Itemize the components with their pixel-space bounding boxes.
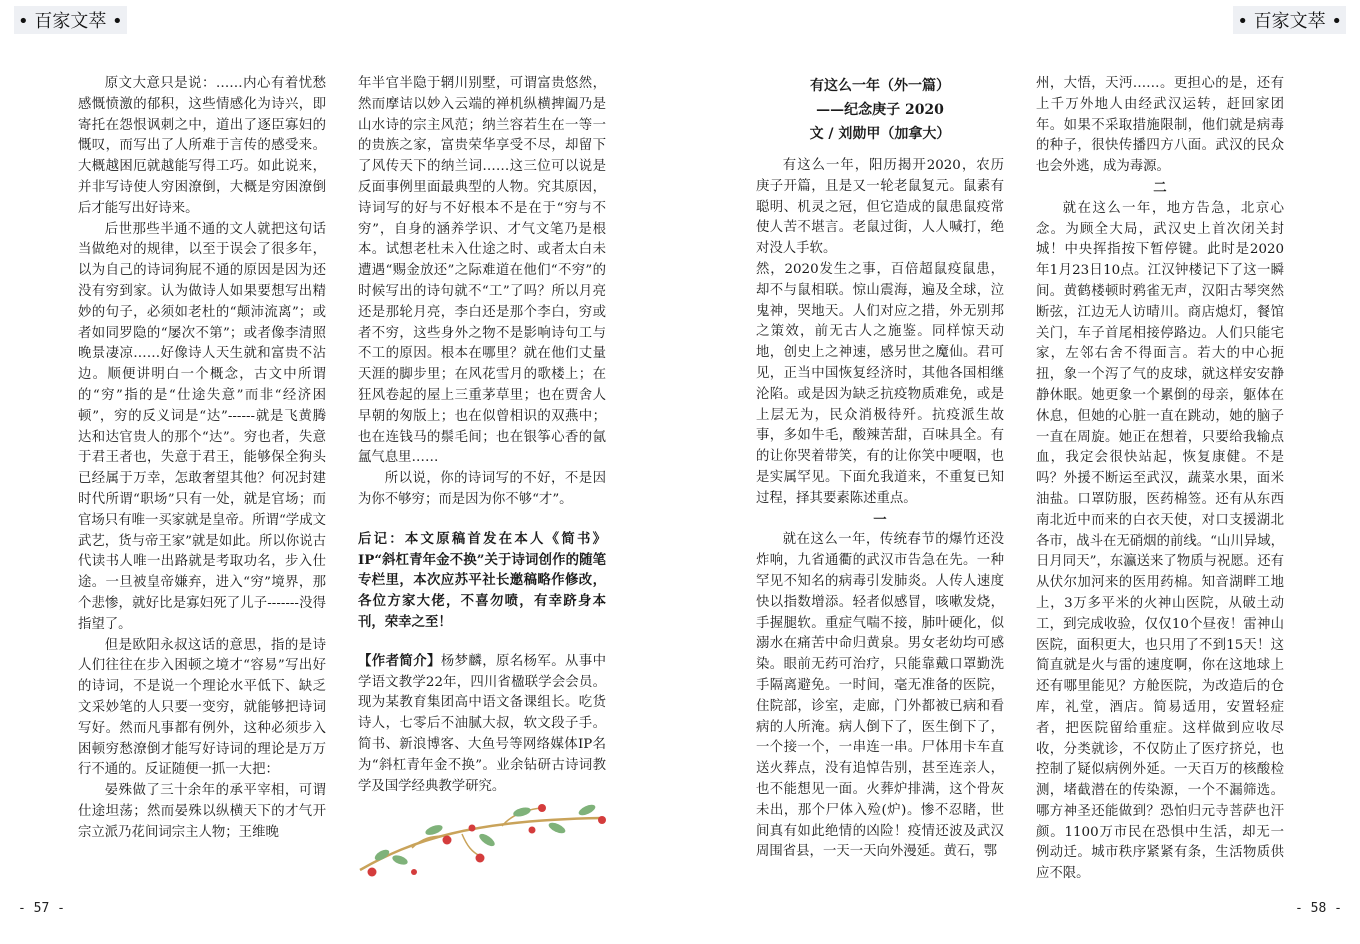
- section-number: 二: [1153, 179, 1167, 196]
- paragraph: 原文大意只是说：……内心有着忧愁感慨愤激的郁积，这些情感化为诗兴，即寄托在怨恨讽刺之中，道出了逐臣寡妇的慨叹，而写出了人所难于言传的感受来。大概越困厄就越能写得工巧。如此说来，并非写诗使人穷困潦倒，大概是穷困潦倒后才能写出好诗来。: [78, 76, 326, 216]
- article-title: 有这么一年（外一篇）: [810, 78, 950, 94]
- paragraph: 晏殊做了三十余年的承平宰相，可谓仕途坦荡；然而晏殊以纵横天下的才气开宗立派乃花间词宗主人物；王维晚: [78, 783, 326, 840]
- author-intro: [358, 651, 606, 798]
- postscript: 后记：本文原稿首发在本人《简书》IP“斜杠青年金不换”关于诗词创作的随笔专栏里，本次应苏平社长邀稿略作修改，各位方家大佬，不喜勿喷，有幸跻身本刊，荣幸之至！: [358, 530, 606, 630]
- section-number: 一: [873, 511, 887, 528]
- page-number-left: - 57 -: [18, 901, 65, 916]
- article-byline: 文 / 刘勋甲（加拿大）: [809, 126, 951, 142]
- header-right: • 百家文萃 •: [1233, 6, 1346, 34]
- article-subtitle: ——纪念庚子 2020: [816, 102, 944, 118]
- left-page-column-1: [78, 74, 326, 843]
- paragraph: 州，大悟，天沔……。更担心的是，还有上千万外地人由经武汉运转，赶回家团年。如果不采取措施限制，他们就是病毒的种子，很快传播四方八面。武汉的民众也会外逃，成为毒源。: [1036, 76, 1284, 175]
- paragraph: 然，2020发生之事，百倍超鼠疫鼠患，却不与鼠相联。惊山震海，遍及全球，泣鬼神，哭地天。人们对应之措，外无别邦之策效，前无古人之施鉴。同样惊天动地，创史上之神速，感另世之魔仙。君可见，正当中国恢复经济时，其他各国相继沦陷。或是因为缺乏抗疫物质难免，或是上层无为，民众消极待歼。抗疫派生故事，多如牛毛，酸辣苦甜，百味具全。有的让你哭着带笑，有的让你笑中哽咽，也是实属罕见。下面允我道来，不重复已知过程，择其要素陈述重点。: [756, 261, 1004, 506]
- right-page-column-1: [756, 74, 1004, 863]
- paragraph: 就在这么一年，传统春节的爆竹还没炸响，九省通衢的武汉市告急在先。一种罕见不知名的病毒引发肺炎。人传人速度快以指数增添。轻者似感冒，咳嗽发烧，手握腿软。重症气喘不接，肺叶硬化，似溺水在痛苦中命归黄泉。男女老幼均可感染。眼前无药可治疗，只能靠戴口罩勤洗手隔离避免。一时间，毫无准备的医院，住院部，诊室，走廊，门外都被已病和看病的人所淹。病人倒下了，医生倒下了，一个接一个，一串连一串。尸体用卡车直送火葬点，没有追悼告别，甚至连亲人，也不能想见一面。火葬炉排满，这个骨灰未出，那个尸体入殓(炉)。惨不忍睹，世间真有如此绝情的凶险！疫情还波及武汉周围省县，一天一天向外漫延。黄石，鄂: [756, 532, 1004, 860]
- paragraph: 就在这么一年，地方告急，北京心念。为顾全大局，武汉史上首次闭关封城！中央挥指按下暂停键。此时是2020年1月23日10点。江汉钟楼记下了这一瞬间。黄鹤楼顿时鸦雀无声，汉阳古琴突然断弦，江边无人访晴川。商店熄灯，餐馆关门，车子首尾相接停路边。人们只能宅家，左邻右舍不得面言。若大的中心扼扭，象一个泻了气的皮球，就这样安安静静休眠。她更象一个累倒的母亲，躯体在休息，但她的心脏一直在跳动，她的脑子一直在周旋。她正在想着，只要给我输点血，我定会很快站起，恢复康健。不是吗？外援不断运至武汉，蔬菜水果，面米油盐。口罩防服，医药棉签。还有从东西南北近中而来的白衣天使，对口支援湖北各市，战斗在无硝烟的前线。“山川异域，日月同天”，东瀛送来了物质与祝愿。还有从伏尔加河来的医用药棉。知音湖畔工地上，3万多平米的火神山医院，从破土动工，到完成收验，仅仅10个昼夜！雷神山医院，面积更大，也只用了不到15天！这简直就是火与雷的速度啊，你在这地球上还有哪里能见？方舱医院，为改造后的仓库，礼堂，酒店。简易适用，安置轻症者，把医院留给重症。这样做到应收尽收，分类就诊，不仅防止了医疗挤兑，也控制了疑似病例外延。一天百万的核酸检测，堵截潜在的传染源，一个不漏筛选。哪方神圣还能做到？恐怕归元寺菩萨也汗颜。1100万市民在恐惧中生活，却无一例动迁。城市秩序紧紧有条，生活物质供应不限。: [1036, 200, 1284, 882]
- paragraph: 年半官半隐于辋川别墅，可谓富贵悠然，然而摩诘以妙入云端的禅机纵横捭阖乃是山水诗的宗主风范；纳兰容若生在一等一的贵族之家，富贵荣华享受不尽，却留下了风传天下的纳兰词……这三位可以说是反面事例里面最典型的人物。究其原因，诗词写的好与不好根本不是在于“穷与不穷”，自身的涵养学识、才气文笔乃是根本。试想老杜未入仕途之时、或者太白未遭遇“赐金放还”之际难道在他们“不穷”的时候写出的诗句就不“工”了吗？所以月亮还是那轮月亮，李白还是那个李白，穷或者不穷，这些身外之物不是影响诗句工与不工的原因。根本在哪里？就在他们丈量天涯的脚步里；在风花雪月的歌楼上；在狂风卷起的屋上三重茅草里；也在贾舍人早朝的匆版上；也在似曾相识的双燕中；也在连钱马的鬃毛间；也在银筝心香的氤氲气息里……: [358, 76, 606, 466]
- page-number-right: - 58 -: [1295, 901, 1342, 916]
- paragraph: 但是欧阳永叔这话的意思，指的是诗人们往往在步入困顿之境才“容易”写出好的诗词，不是说一个理论水平低下、缺乏文采妙笔的人只要一变穷，就能够把诗词写好。然而凡事都有例外，这种必须步入困顿穷愁潦倒才能写好诗词的理论是万万行不通的。反证随便一抓一大把：: [78, 637, 326, 778]
- author-bio: 杨梦麟，原名杨军。从事中学语文教学22年，四川省楹联学会会员。现为某教育集团高中语文备课组长。吃货诗人，七零后不油腻大叔，软文段子手。简书、新浪博客、大鱼号等网络媒体IP名为“斜杠青年金不换”。业余钻研古诗词教学及国学经典教学研究。: [358, 653, 607, 794]
- header-left: • 百家文萃 •: [14, 6, 127, 34]
- paragraph: 所以说，你的诗词写的不好，不是因为你不够穷；而是因为你不够“才”。: [358, 471, 606, 507]
- right-page-column-2: [1036, 74, 1284, 885]
- article-title-block: [756, 74, 1004, 146]
- flower-branch-illustration: [352, 800, 612, 880]
- left-page-column-2: [358, 74, 606, 797]
- paragraph: 后世那些半通不通的文人就把这句话当做绝对的规律，以至于误会了很多年，以为自己的诗词狗屁不通的原因是因为还没有穷到家。认为做诗人如果要想写出精妙的句子，必须如老杜的“颠沛流离”；或者如同罗隐的“屡次不第”；或者像李清照晚景凄凉……好像诗人天生就和富贵不沾边。顺便讲明白一个概念，古文中所谓的“穷”指的是“仕途失意”而非“经济困顿”，穷的反义词是“达”------就是飞黄腾达和达官贵人的那个“达”。穷也者，失意于君王者也，失意于君王，能够保全狗头已经属于万幸，怎敢奢望其他？何况封建时代所谓“职场”只有一处，就是官场；而官场只有唯一买家就是皇帝。所谓“学成文武艺，货与帝王家”就是如此。所以你说古代读书人唯一出路就是考取功名，步入仕途。一旦被皇帝嫌弃，进入“穷”境界，那个悲惨，就好比是寡妇死了儿子-------没得指望了。: [78, 221, 326, 632]
- paragraph: 有这么一年，阳历揭开2020，农历庚子开篇，且是又一轮老鼠复元。鼠素有聪明、机灵之冠，但它造成的鼠患鼠疫常使人苦不堪言。老鼠过街，人人喊打，绝对没人手软。: [756, 158, 1004, 257]
- author-label: 【作者简介】: [358, 652, 441, 669]
